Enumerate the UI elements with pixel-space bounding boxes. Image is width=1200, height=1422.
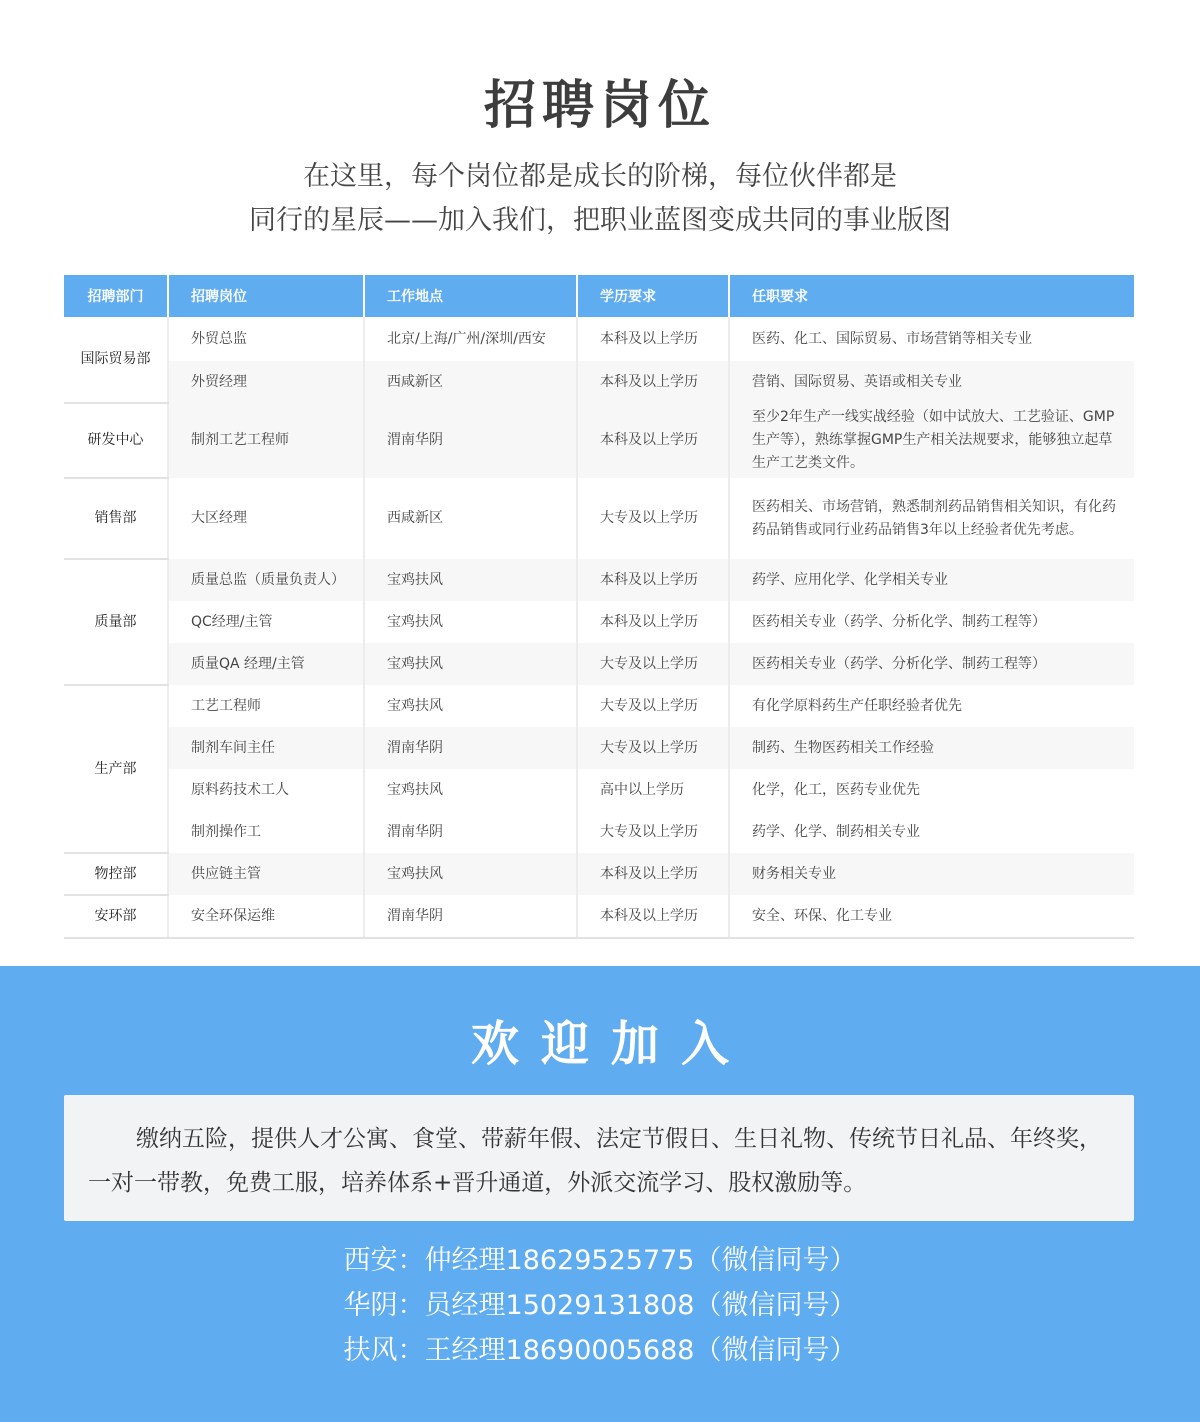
welcome-section xyxy=(0,966,1200,1422)
requirements-cell: 药学、应用化学、化学相关专业 xyxy=(729,559,1134,601)
table-row xyxy=(64,727,1134,769)
table-row xyxy=(64,601,1134,643)
position-cell: 安全环保运维 xyxy=(168,895,364,938)
requirements-cell: 营销、国际贸易、英语或相关专业 xyxy=(729,361,1134,403)
positions-table xyxy=(64,275,1134,939)
department-cell: 安环部 xyxy=(64,895,168,938)
contact-xian: 西安：仲经理18629525775（微信同号） xyxy=(343,1245,857,1276)
department-cell: 销售部 xyxy=(64,478,168,559)
position-cell: 制剂车间主任 xyxy=(168,727,364,769)
education-cell: 高中以上学历 xyxy=(577,769,729,811)
benefits-box: 缴纳五险，提供人才公寓、食堂、带薪年假、法定节假日、生日礼物、传统节日礼品、年终奖，一对一带教，免费工服，培养体系+晋升通道，外派交流学习、股权激励等。 xyxy=(64,1095,1134,1221)
department-cell: 生产部 xyxy=(64,685,168,853)
location-cell: 渭南华阴 xyxy=(364,727,577,769)
subtitle-line-2: 同行的星辰——加入我们，把职业蓝图变成共同的事业版图 xyxy=(249,205,951,236)
column-header-requirements: 任职要求 xyxy=(729,275,1134,317)
column-header-department: 招聘部门 xyxy=(64,275,168,317)
table-header-row xyxy=(64,275,1134,317)
position-cell: 制剂操作工 xyxy=(168,811,364,853)
department-cell: 国际贸易部 xyxy=(64,317,168,403)
table-row xyxy=(64,643,1134,685)
requirements-cell: 医药相关专业（药学、分析化学、制药工程等） xyxy=(729,643,1134,685)
location-cell: 渭南华阴 xyxy=(364,403,577,478)
position-cell: 制剂工艺工程师 xyxy=(168,403,364,478)
table-row xyxy=(64,317,1134,361)
position-cell: 工艺工程师 xyxy=(168,685,364,727)
requirements-cell: 安全、环保、化工专业 xyxy=(729,895,1134,938)
table-row xyxy=(64,811,1134,853)
location-cell: 宝鸡扶风 xyxy=(364,685,577,727)
position-cell: 质量总监（质量负责人） xyxy=(168,559,364,601)
table-row xyxy=(64,853,1134,895)
location-cell: 宝鸡扶风 xyxy=(364,643,577,685)
welcome-title: 欢迎加入 xyxy=(470,1016,751,1072)
education-cell: 本科及以上学历 xyxy=(577,559,729,601)
department-cell: 研发中心 xyxy=(64,403,168,478)
position-cell: QC经理/主管 xyxy=(168,601,364,643)
education-cell: 大专及以上学历 xyxy=(577,811,729,853)
contact-fufeng: 扶风：王经理18690005688（微信同号） xyxy=(343,1335,857,1366)
column-header-position: 招聘岗位 xyxy=(168,275,364,317)
requirements-cell: 有化学原料药生产任职经验者优先 xyxy=(729,685,1134,727)
position-cell: 外贸经理 xyxy=(168,361,364,403)
contact-list xyxy=(0,1238,1200,1373)
education-cell: 本科及以上学历 xyxy=(577,601,729,643)
location-cell: 渭南华阴 xyxy=(364,811,577,853)
education-cell: 大专及以上学历 xyxy=(577,727,729,769)
position-cell: 外贸总监 xyxy=(168,317,364,361)
education-cell: 本科及以上学历 xyxy=(577,361,729,403)
education-cell: 本科及以上学历 xyxy=(577,317,729,361)
location-cell: 渭南华阴 xyxy=(364,895,577,938)
location-cell: 西咸新区 xyxy=(364,478,577,559)
requirements-cell: 医药相关专业（药学、分析化学、制药工程等） xyxy=(729,601,1134,643)
position-cell: 大区经理 xyxy=(168,478,364,559)
column-header-location: 工作地点 xyxy=(364,275,577,317)
column-header-education: 学历要求 xyxy=(577,275,729,317)
position-cell: 供应链主管 xyxy=(168,853,364,895)
education-cell: 本科及以上学历 xyxy=(577,403,729,478)
education-cell: 大专及以上学历 xyxy=(577,478,729,559)
education-cell: 本科及以上学历 xyxy=(577,895,729,938)
education-cell: 本科及以上学历 xyxy=(577,853,729,895)
department-cell: 物控部 xyxy=(64,853,168,895)
department-cell: 质量部 xyxy=(64,559,168,685)
page-subtitle xyxy=(0,155,1200,243)
table-row xyxy=(64,478,1134,559)
contact-huayin: 华阴：员经理15029131808（微信同号） xyxy=(343,1290,857,1321)
requirements-cell: 财务相关专业 xyxy=(729,853,1134,895)
table-row xyxy=(64,895,1134,938)
table-row xyxy=(64,361,1134,403)
requirements-cell: 制药、生物医药相关工作经验 xyxy=(729,727,1134,769)
requirements-cell: 医药、化工、国际贸易、市场营销等相关专业 xyxy=(729,317,1134,361)
education-cell: 大专及以上学历 xyxy=(577,685,729,727)
page-title: 招聘岗位 xyxy=(483,76,716,136)
location-cell: 宝鸡扶风 xyxy=(364,853,577,895)
location-cell: 宝鸡扶风 xyxy=(364,769,577,811)
table-row xyxy=(64,685,1134,727)
requirements-cell: 化学，化工，医药专业优先 xyxy=(729,769,1134,811)
education-cell: 大专及以上学历 xyxy=(577,643,729,685)
location-cell: 宝鸡扶风 xyxy=(364,601,577,643)
subtitle-line-1: 在这里，每个岗位都是成长的阶梯，每位伙伴都是 xyxy=(303,161,897,192)
table-row xyxy=(64,769,1134,811)
requirements-cell: 至少2年生产一线实战经验（如中试放大、工艺验证、GMP生产等），熟练掌握GMP生产相关法规要求，能够独立起草生产工艺类文件。 xyxy=(729,403,1134,478)
table-row xyxy=(64,403,1134,478)
requirements-cell: 医药相关、市场营销，熟悉制剂药品销售相关知识，有化药药品销售或同行业药品销售3年以上经验者优先考虑。 xyxy=(729,478,1134,559)
position-cell: 质量QA 经理/主管 xyxy=(168,643,364,685)
position-cell: 原料药技术工人 xyxy=(168,769,364,811)
location-cell: 宝鸡扶风 xyxy=(364,559,577,601)
location-cell: 西咸新区 xyxy=(364,361,577,403)
location-cell: 北京/上海/广州/深圳/西安 xyxy=(364,317,577,361)
table-row xyxy=(64,559,1134,601)
requirements-cell: 药学、化学、制药相关专业 xyxy=(729,811,1134,853)
